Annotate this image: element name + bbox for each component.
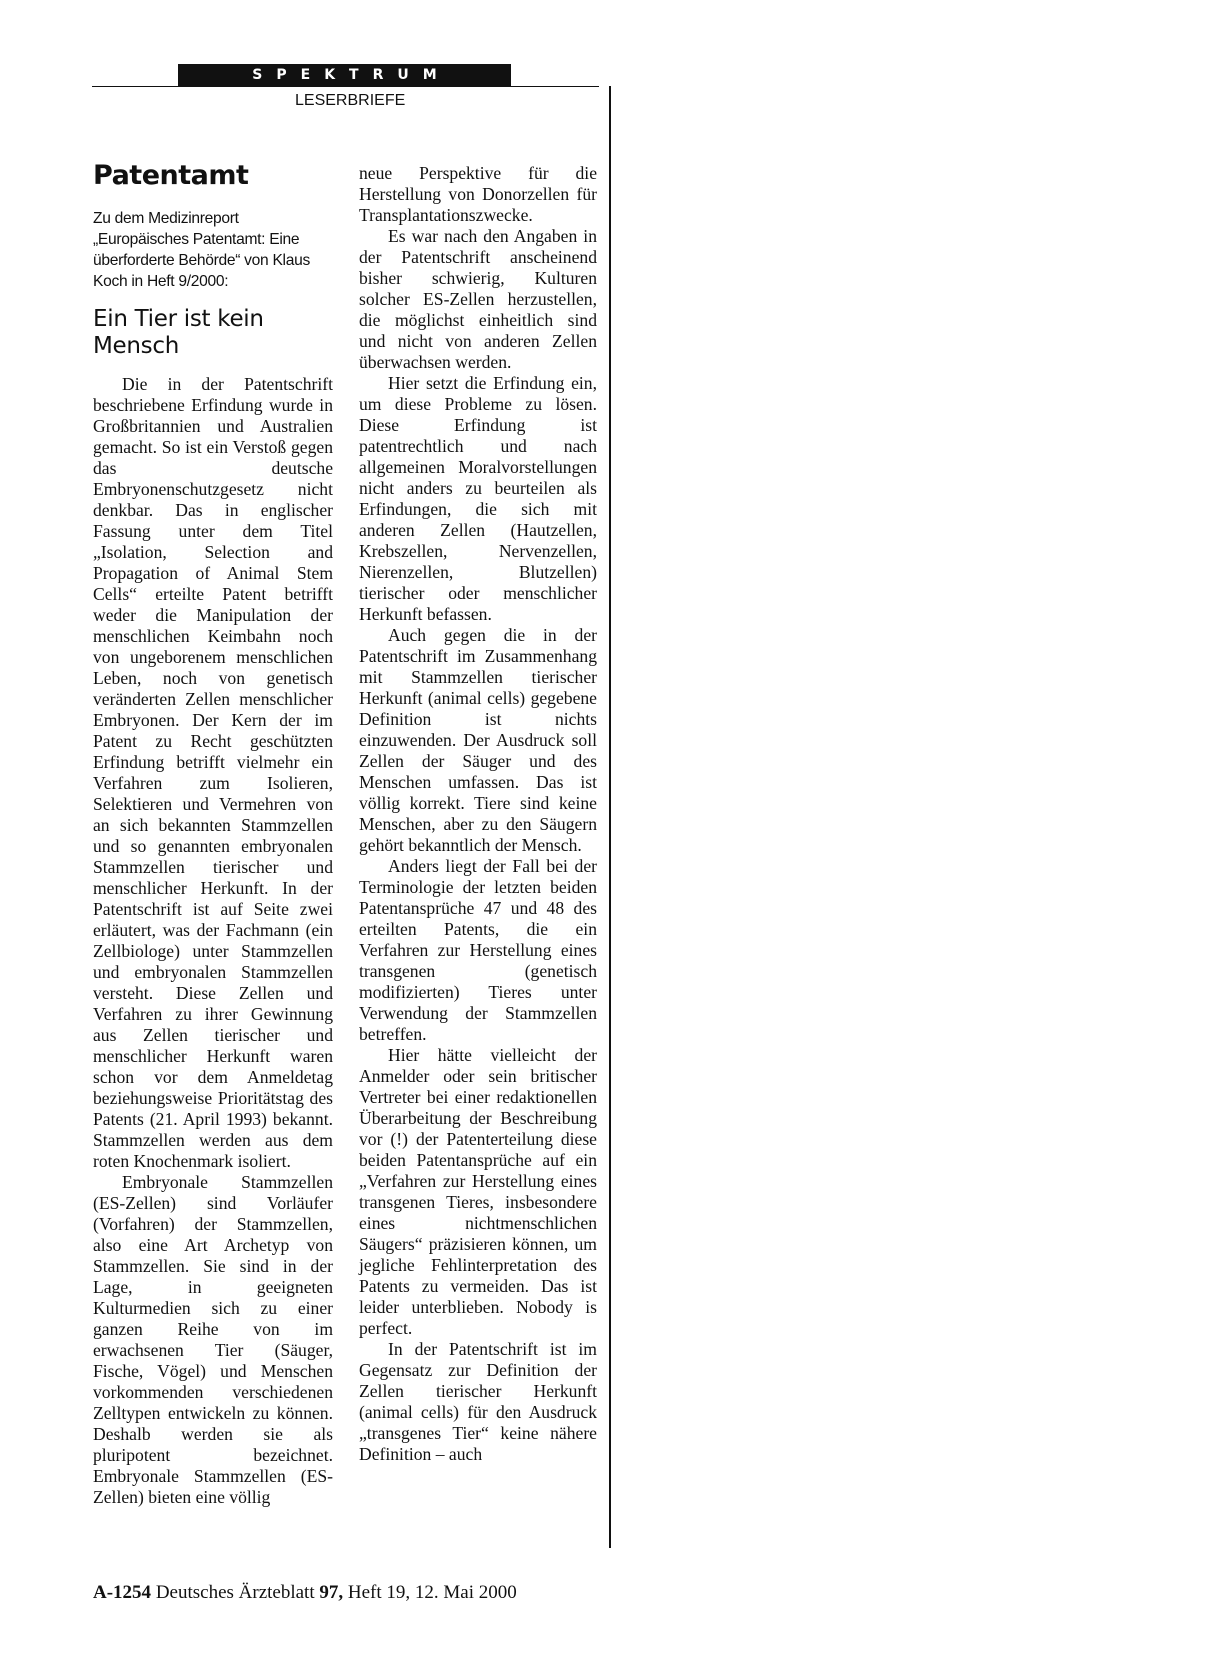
article-rubric: Patentamt: [93, 160, 249, 191]
body-paragraph: Hier setzt die Erfindung ein, um diese Probleme zu lösen. Diese Erfindung ist patentrechtlich und nach allgemeinen Moralvorstellungen nicht anders zu beurteilen als Erfindungen, die sich mit anderen Zellen (Hautzellen, Krebszellen, Nervenzellen, Nierenzellen, Blutzellen) tierischer oder menschlicher Herkunft befassen.: [359, 373, 597, 624]
page-number: A-1254: [93, 1582, 152, 1603]
article-intro: Zu dem Medizinreport „Europäisches Patentamt: Eine überforderte Behörde“ von Klaus Koch in Heft 9/2000:: [93, 210, 310, 290]
header-rule: [92, 86, 599, 87]
body-paragraph: Anders liegt der Fall bei der Terminologie der letzten beiden Patentansprüche 47 und 48 des erteilten Patents, die ein Verfahren zur Herstellung eines transgenen (genetisch modifizierten) Tieres unter Verwendung der Stammzellen betreffen.: [359, 856, 597, 1044]
body-paragraph: Die in der Patentschrift beschriebene Erfindung wurde in Großbritannien und Australien gemacht. So ist ein Verstoß gegen das deutsche Embryonenschutzgesetz nicht denkbar. Das in englischer Fassung unter dem Titel „Isolation, Selection and Propagation of Animal Stem Cells“ erteilte Patent betrifft weder die Manipulation der menschlichen Keimbahn noch von ungeborenem menschlichen Leben, noch von genetisch veränderten Zellen menschlicher Embryonen. Der Kern der im Patent zu Recht geschützten Erfindung betrifft vielmehr ein Verfahren zum Isolieren, Selektieren und Vermehren von an sich bekannten Stammzellen und so genannten embryonalen Stammzellen tierischer und menschlicher Herkunft. In der Patentschrift ist auf Seite zwei erläutert, was der Fachmann (ein Zellbiologe) unter Stammzellen und embryonalen Stammzellen versteht. Diese Zellen und Verfahren zu ihrer Gewinnung aus Zellen tierischer und menschlicher Herkunft waren schon vor dem Anmeldetag beziehungsweise Prioritätstag des Patents (21. April 1993) bekannt. Stammzellen werden aus dem roten Knochenmark isoliert.: [93, 374, 333, 1171]
volume-number: 97,: [319, 1582, 344, 1603]
body-paragraph: Auch gegen die in der Patentschrift im Zusammenhang mit Stammzellen tierischer Herkunft (animal cells) gegebene Definition ist nichts einzuwenden. Der Ausdruck soll Zellen der Säuger und des Menschen umfassen. Das ist völlig korrekt. Tiere sind keine Menschen, aber zu den Säugern gehört bekanntlich der Mensch.: [359, 625, 597, 855]
column-rule: [609, 86, 611, 1548]
body-paragraph: In der Patentschrift ist im Gegensatz zur Definition der Zellen tierischer Herkunft (animal cells) für den Ausdruck „transgenes Tier“ keine nähere Definition – auch: [359, 1339, 597, 1464]
body-paragraph: neue Perspektive für die Herstellung von Donorzellen für Transplantationszwecke.: [359, 163, 597, 225]
section-banner: SPEKTRUM: [178, 64, 511, 86]
page-footer: [93, 1582, 517, 1604]
body-paragraph: Es war nach den Angaben in der Patentschrift anscheinend bisher schwierig, Kulturen solcher ES-Zellen herzustellen, die möglichst einheitlich sind und nicht von anderen Zellen überwachsen werden.: [359, 226, 597, 372]
article-headline: Ein Tier ist kein Mensch: [93, 306, 264, 359]
subsection-label: LESERBRIEFE: [295, 92, 406, 109]
article-left-column: [93, 160, 333, 1508]
journal-name: Deutsches Ärzteblatt: [155, 1582, 315, 1603]
body-paragraph: Hier hätte vielleicht der Anmelder oder sein britischer Vertreter bei einer redaktionellen Überarbeitung der Beschreibung vor (!) der Patenterteilung diese beiden Patentansprüche auf ein „Verfahren zur Herstellung eines transgenen Tieres, insbesondere eines nichtmenschlichen Säugers“ präzisieren können, um jegliche Fehlinterpretation des Patents zu vermeiden. Das ist leider unterblieben. Nobody is perfect.: [359, 1045, 597, 1338]
body-paragraph: Embryonale Stammzellen (ES-Zellen) sind Vorläufer (Vorfahren) der Stammzellen, also eine Art Archetyp von Stammzellen. Sie sind in der Lage, in geeigneten Kulturmedien sich zu einer ganzen Reihe von im erwachsenen Tier (Säuger, Fische, Vögel) und Menschen vorkommenden verschiedenen Zelltypen entwickeln zu können. Deshalb werden sie als pluripotent bezeichnet. Embryonale Stammzellen (ES-Zellen) bieten eine völlig: [93, 1172, 333, 1507]
issue-date: Heft 19, 12. Mai 2000: [347, 1582, 517, 1603]
article-right-column: [359, 163, 597, 1465]
